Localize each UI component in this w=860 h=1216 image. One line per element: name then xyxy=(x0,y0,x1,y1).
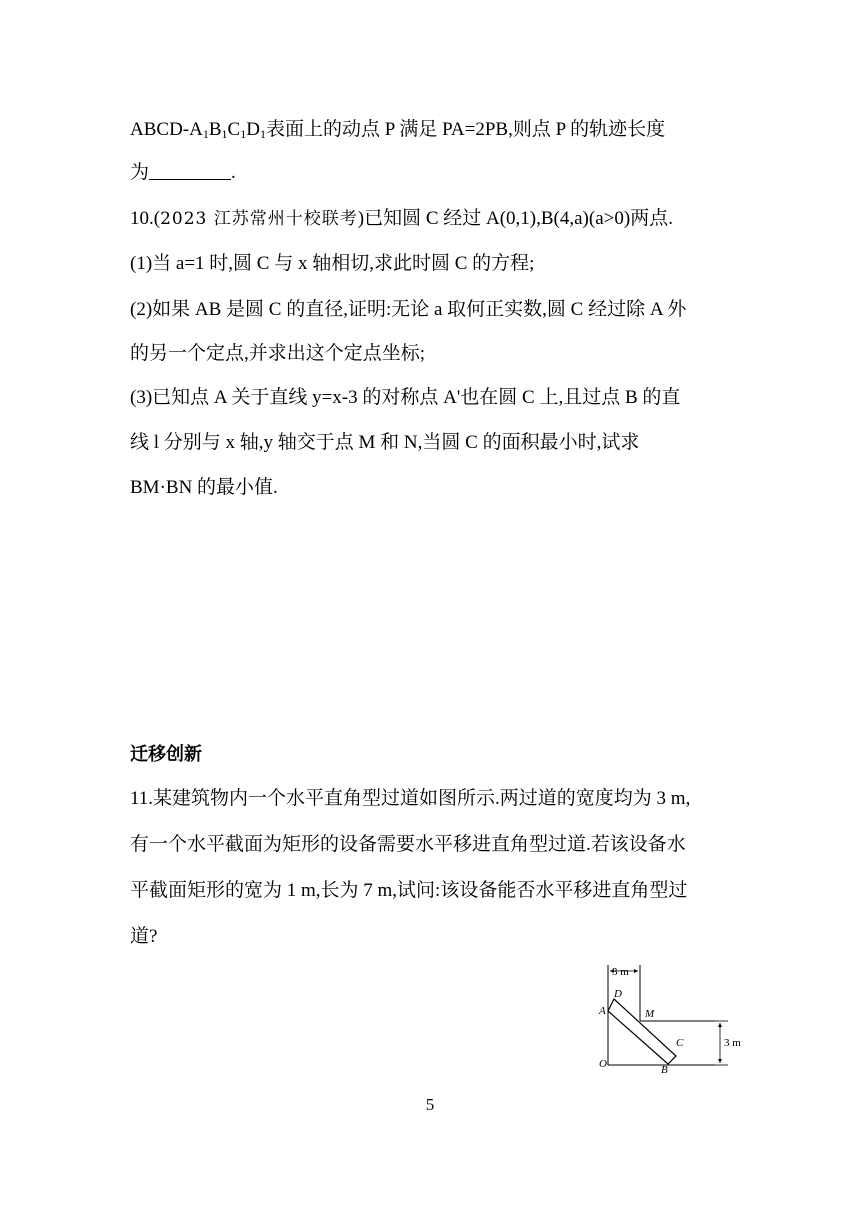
label-b: B xyxy=(661,1064,668,1076)
answer-blank xyxy=(149,161,231,180)
right-dimension-label: 3 m xyxy=(724,1037,741,1049)
label-c: C xyxy=(676,1037,684,1049)
subscript: 1 xyxy=(202,127,209,141)
q9-line-1 xyxy=(130,118,665,142)
q10-number: 10.( xyxy=(130,208,161,229)
q9-text: ABCD-A xyxy=(130,119,203,140)
top-dimension-label: 3 m xyxy=(612,966,629,978)
q9-line-2 xyxy=(130,161,236,185)
q11-line-3: 平截面矩形的宽为 1 m,长为 7 m,试问:该设备能否水平移进直角型过 xyxy=(130,880,688,901)
q10-text: )已知圆 C 经过 A(0,1),B(4,a)(a>0)两点. xyxy=(357,208,673,229)
section-heading: 迁移创新 xyxy=(130,744,202,765)
label-o: O xyxy=(599,1058,607,1070)
subscript: 1 xyxy=(240,127,247,141)
page-number: 5 xyxy=(425,1095,435,1114)
corridor-figure xyxy=(590,962,750,1077)
q10-part-3-line-2: 线 l 分别与 x 轴,y 轴交于点 M 和 N,当圆 C 的面积最小时,试求 xyxy=(130,432,640,453)
q9-text: B xyxy=(208,119,222,140)
q9-text: D xyxy=(246,119,260,140)
q11-line-4: 道? xyxy=(130,926,158,947)
q10-part-3-line-3: BM·BN 的最小值. xyxy=(130,477,278,498)
q10-part-1: (1)当 a=1 时,圆 C 与 x 轴相切,求此时圆 C 的方程; xyxy=(130,253,535,274)
subscript: 1 xyxy=(259,127,266,141)
q10-part-2-line-2: 的另一个定点,并求出这个定点坐标; xyxy=(130,343,426,364)
q11-line-2: 有一个水平截面为矩形的设备需要水平移进直角型过道.若该设备水 xyxy=(130,834,686,855)
subscript: 1 xyxy=(221,127,228,141)
device-rectangle xyxy=(608,999,676,1064)
q9-text: 表面上的动点 P 满足 PA=2PB,则点 P 的轨迹长度 xyxy=(265,119,666,140)
q9-text: C xyxy=(227,119,241,140)
label-m: M xyxy=(645,1008,655,1020)
q10-intro xyxy=(130,207,673,231)
q11-line-1: 11.某建筑物内一个水平直角型过道如图所示.两过道的宽度均为 3 m, xyxy=(130,788,691,809)
label-d: D xyxy=(614,988,622,1000)
label-a: A xyxy=(599,1005,606,1017)
q10-part-3-line-1: (3)已知点 A 关于直线 y=x-3 的对称点 A'也在圆 C 上,且过点 B 的直 xyxy=(130,387,681,408)
q10-part-2-line-1: (2)如果 AB 是圆 C 的直径,证明:无论 a 取何正实数,圆 C 经过除 A 外 xyxy=(130,299,687,320)
q10-source: 2023 江苏常州十校联考 xyxy=(160,209,358,229)
q9-text: . xyxy=(231,162,236,183)
q9-text: 为 xyxy=(130,162,150,183)
